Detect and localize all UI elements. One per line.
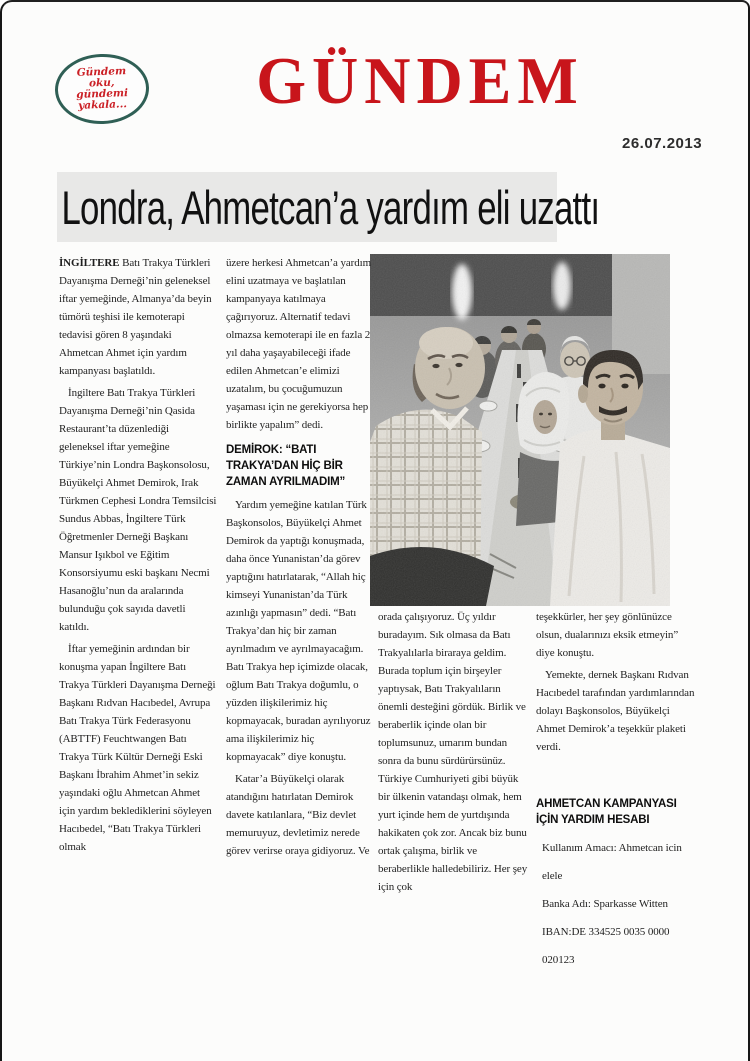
photo-grain-overlay xyxy=(370,254,670,606)
paragraph-text: Batı Trakya Türkleri Dayanışma Derneği’nin geleneksel iftar yemeğinde, Almanya’da beyin tümörü teşhisi ile kemoterapi tedavisi gören 8 yaşındaki Ahmetcan Ahmet için yardım kampanyası başlatıldı. xyxy=(59,257,212,377)
paragraph: üzere herkesi Ahmetcan’a yardım elini uzatmaya ve başlatılan kampanyaya katılmaya çağırıyoruz. Alternatif tedavi olmazsa kemoterapi ile en fazla 2 yıl daha yaşayabileceği ifade edilen Ahmetcan’e elimizi uzatalım, bu çocuğumuzun yaşaması için ne gerekiyorsa hep birlikte yapalım” dedi. xyxy=(226,257,372,431)
newspaper-title: GÜNDEM xyxy=(256,43,584,118)
logo-text-line: oku, xyxy=(88,76,115,90)
paragraph: teşekkürler, her şey gönlünüzce olsun, dualarınızı eksik etmeyin” diye konuştu. xyxy=(536,611,679,659)
donation-account-info xyxy=(536,834,696,974)
paragraph: Yardım yemeğine katılan Türk Başkonsolos, Büyükelçi Ahmet Demirok da yaptığı konuşmada, daha önce Yunanistan’da görev yaptığını hatırlatarak, “Allah hiç kimseyi Yunanistan’da Türk azınlığı yapmasın” dedi. “Batı Trakya’dan hiç bir zaman ayrılmadım ve ayrılmayacağım. Batı Trakya hep içimizde olacak, oğlum Batı Trakya doğumlu, o yüzden ilişkilerimiz hiç kopmayacak, buradan ayrılıyoruz ama ilişkilerimiz hiç kopmayacak” diye konuştu. xyxy=(226,499,371,763)
paragraph: orada çalışıyoruz. Üç yıldır buradayım. Sık olmasa da Batı Trakyalılarla biraraya geldim. Burada toplum için birşeyler yaptıysak, Batı Trakyalıların önemli desteğini gördük. Birlik ve beraberlik içinde olan bir toplumsunuz, umarım bundan sonra da bunu sürdürürsünüz. Türkiye Cumhuriyeti gibi büyük bir ülkenin vatandaşı olmak, hem yurt içinde hem de yurtdışında hakikaten çok zor. Ancak biz bunu ortak çalışma, birlik ve beraberlikle halledebiliriz. Her şey için çok xyxy=(378,611,528,893)
account-iban: IBAN:DE 334525 0035 0000 020123 xyxy=(542,926,670,966)
article-column-4 xyxy=(536,608,696,974)
article-headline: Londra, Ahmetcan’a yardım eli uzattı xyxy=(61,180,600,234)
account-purpose: Kullanım Amacı: Ahmetcan icin elele xyxy=(542,842,682,882)
paragraph: Yemekte, dernek Başkanı Rıdvan Hacıbedel tarafından yardımlarından dolayı Başkonsolos, Büyükelçi Ahmet Demirok’a teşekkür plaketi verdi. xyxy=(536,669,695,753)
headline-strip xyxy=(57,172,600,242)
iftar-dinner-photo-illustration xyxy=(370,254,670,606)
logo-text-line: Gündem xyxy=(76,65,127,79)
article-photo xyxy=(370,254,670,606)
article-column-3 xyxy=(378,608,528,900)
donation-subhead: AHMETCAN KAMPANYASI İÇİN YARDIM HESABI xyxy=(536,798,677,826)
paragraph: İftar yemeğinin ardından bir konuşma yapan İngiltere Batı Trakya Türkleri Dayanışma Derneği Başkanı Rıdvan Hacıbedel, Avrupa Batı Trakya Türk Federasyonu (ABTTF) Feuchtwangen Batı Trakya Türk Kültür Derneği Eski Başkanı İbrahim Ahmet’in sekiz yaşındaki oğlu Ahmetcan Ahmet için yardım beklediklerini söyleyen Hacıbedel, “Batı Trakya Türkleri olmak xyxy=(59,643,216,853)
paragraph: İngiltere Batı Trakya Türkleri Dayanışma Derneği’nin Qasida Restaurant’ta düzenlediği geleneksel iftar yemeğine Türkiye’nin Londra Başkonsolosu, Büyükelçi Ahmet Demirok, Irak Türkmen Cephesi Londra Temsilcisi Sundus Abbas, İngiltere Türk Öğretmenler Derneği Başkanı Mansur Işıkbol ve Eğitim Konsorsiyumu eski başkanı Necmi Hasanoğlu’nun da aralarında bulunduğu çok sayıda davetli katıldı. xyxy=(59,387,217,633)
article-column-1 xyxy=(59,254,217,860)
paragraph: Katar’a Büyükelçi olarak atandığını hatırlatan Demirok davete katılanlara, “Biz devlet memuruyuz, devletimiz nerede görev verirse oraya gidiyoruz. Ve xyxy=(226,773,370,857)
account-bank: Banka Adı: Sparkasse Witten xyxy=(542,898,668,910)
section-subhead: DEMİROK: “BATI TRAKYA’DAN HİÇ BİR ZAMAN AYRILMADIM” xyxy=(226,444,346,488)
paragraph xyxy=(59,254,217,380)
article-column-2 xyxy=(226,254,372,864)
logo-text-line: gündemi xyxy=(76,87,129,101)
lead-word: İNGİLTERE xyxy=(59,257,120,269)
logo-text-line: yakala... xyxy=(77,98,128,112)
publication-date: 26.07.2013 xyxy=(622,135,703,152)
gundem-logo-badge xyxy=(54,52,150,125)
